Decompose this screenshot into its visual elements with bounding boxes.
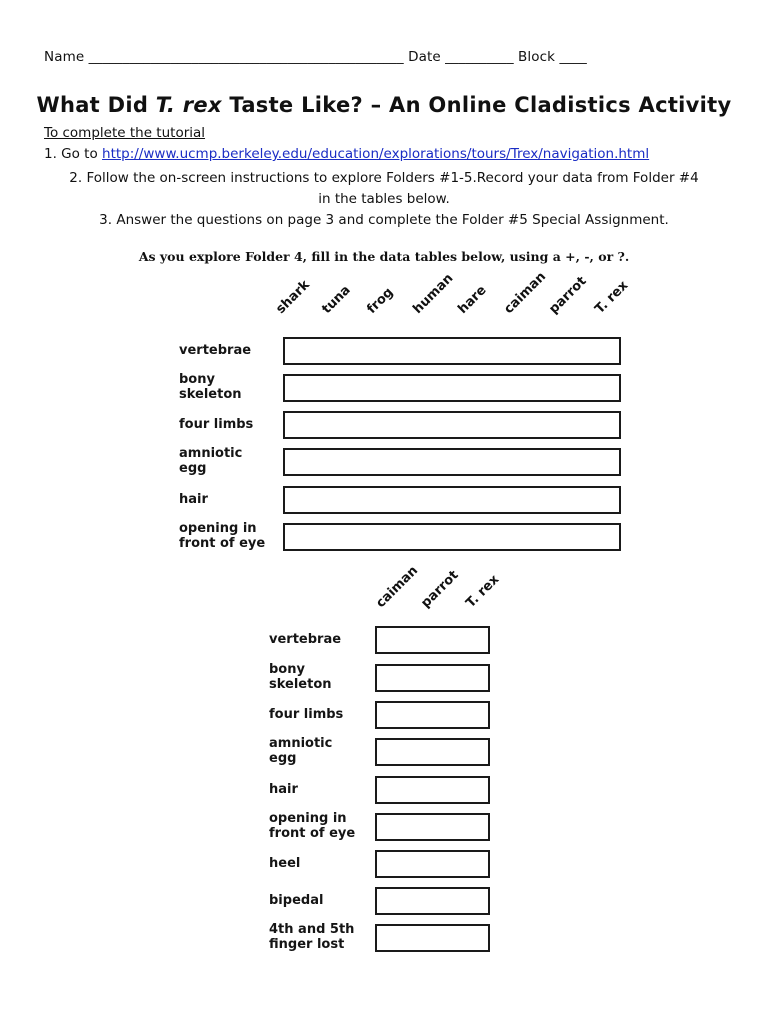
tour-link[interactable]: http://www.ucmp.berkeley.edu/education/explorations/tours/Trex/navigation.html [102, 146, 650, 162]
table-1-row-label-line-1: hair [179, 492, 208, 507]
table-1-row-label [179, 492, 208, 507]
table-1-answer-box[interactable] [283, 448, 621, 476]
table-2-answer-box[interactable] [375, 850, 490, 878]
table-1-column-label: caiman [500, 269, 549, 317]
table-2-row-label-line-2: skeleton [269, 677, 332, 692]
table-2-row-label-line-2: egg [269, 751, 297, 766]
table-1-column-label: tuna [318, 282, 354, 317]
table-2-row-label-line-1: amniotic [269, 736, 333, 751]
table-2-row-label-line-1: bipedal [269, 893, 324, 908]
title-italic: T. rex [155, 93, 222, 117]
step-3: 3. Answer the questions on page 3 and complete the Folder #5 Special Assignment. [99, 212, 669, 228]
table-1-row-label [179, 372, 242, 402]
table-1-answer-box[interactable] [283, 337, 621, 365]
table-1-row-label-line-1: four limbs [179, 417, 254, 432]
table-1-row-label [179, 417, 253, 432]
title-suffix: Taste Like? – An Online Cladistics Activity [221, 93, 732, 117]
table-2-answer-box[interactable] [375, 664, 490, 692]
table-2-answer-box[interactable] [375, 813, 490, 841]
table-1-row-label-line-2: skeleton [179, 387, 242, 402]
table-2-row-label [269, 782, 298, 797]
title-prefix: What Did [36, 93, 156, 117]
table-2-answer-box[interactable] [375, 776, 490, 804]
table-1-column-label: parrot [546, 273, 590, 317]
table-2-row-label-line-1: vertebrae [269, 632, 342, 647]
table-2-answer-box[interactable] [375, 626, 490, 654]
table-2-row-label-line-1: hair [269, 782, 298, 797]
table-2-row-label [269, 662, 332, 692]
table-1-row-label [179, 343, 251, 358]
table-1-answer-box[interactable] [283, 411, 621, 439]
table-2-row-label [269, 922, 354, 952]
table-1-column-label: shark [273, 277, 313, 317]
table-2-answer-box[interactable] [375, 924, 490, 952]
table-1-column-label: T. rex [591, 278, 631, 317]
step-2-line-1: 2. Follow the on-screen instructions to explore Folders #1-5.Record your data from Folder #4 [69, 170, 699, 186]
tutorial-heading: To complete the tutorial [44, 125, 206, 141]
table-2-row-label [269, 632, 341, 647]
table-instructions: As you explore Folder 4, fill in the data tables below, using a +, -, or ?. [138, 249, 630, 264]
table-1-row-label-line-1: bony [179, 372, 215, 387]
table-2-row-label-line-1: opening in [269, 811, 347, 826]
table-1-answer-box[interactable] [283, 486, 621, 514]
table-2-row-label-line-2: finger lost [269, 937, 345, 952]
table-2-row-label [269, 856, 300, 871]
table-1-answer-box[interactable] [283, 374, 621, 402]
step-1-text: 1. Go to [44, 146, 103, 162]
table-1-row-label-line-1: amniotic [179, 446, 243, 461]
table-1-row-label-line-2: egg [179, 461, 207, 476]
table-1-answer-box[interactable] [283, 523, 621, 551]
page-title [0, 93, 768, 117]
table-2-row-label-line-1: four limbs [269, 707, 344, 722]
table-2-row-label-line-1: bony [269, 662, 305, 677]
table-2-answer-box[interactable] [375, 738, 490, 766]
step-1 [44, 146, 649, 162]
table-2-answer-box[interactable] [375, 887, 490, 915]
table-1-row-label-line-1: opening in [179, 521, 257, 536]
table-1-column-label: human [409, 270, 456, 317]
table-2-row-label-line-1: heel [269, 856, 301, 871]
table-1-row-label-line-1: vertebrae [179, 343, 252, 358]
table-1-row-label [179, 446, 242, 476]
table-1-column-label: frog [364, 284, 397, 317]
table-2-column-label: T. rex [463, 572, 503, 611]
table-2-answer-box[interactable] [375, 701, 490, 729]
table-2-column-label: caiman [373, 563, 422, 611]
table-1-row-label [179, 521, 265, 551]
table-2-row-label [269, 811, 355, 841]
table-1-column-label: hare [455, 282, 490, 317]
table-1-row-label-line-2: front of eye [179, 536, 266, 551]
table-2-row-label-line-1: 4th and 5th [269, 922, 355, 937]
table-2-row-label-line-2: front of eye [269, 826, 356, 841]
table-2-row-label [269, 707, 343, 722]
table-2-column-label: parrot [418, 567, 462, 611]
name-date-block-line: Name ______________________________________________ Date __________ Block ____ [44, 49, 587, 65]
table-2-row-label [269, 893, 323, 908]
table-2-row-label [269, 736, 332, 766]
step-2 [0, 168, 768, 210]
step-2-line-2: in the tables below. [318, 191, 450, 207]
